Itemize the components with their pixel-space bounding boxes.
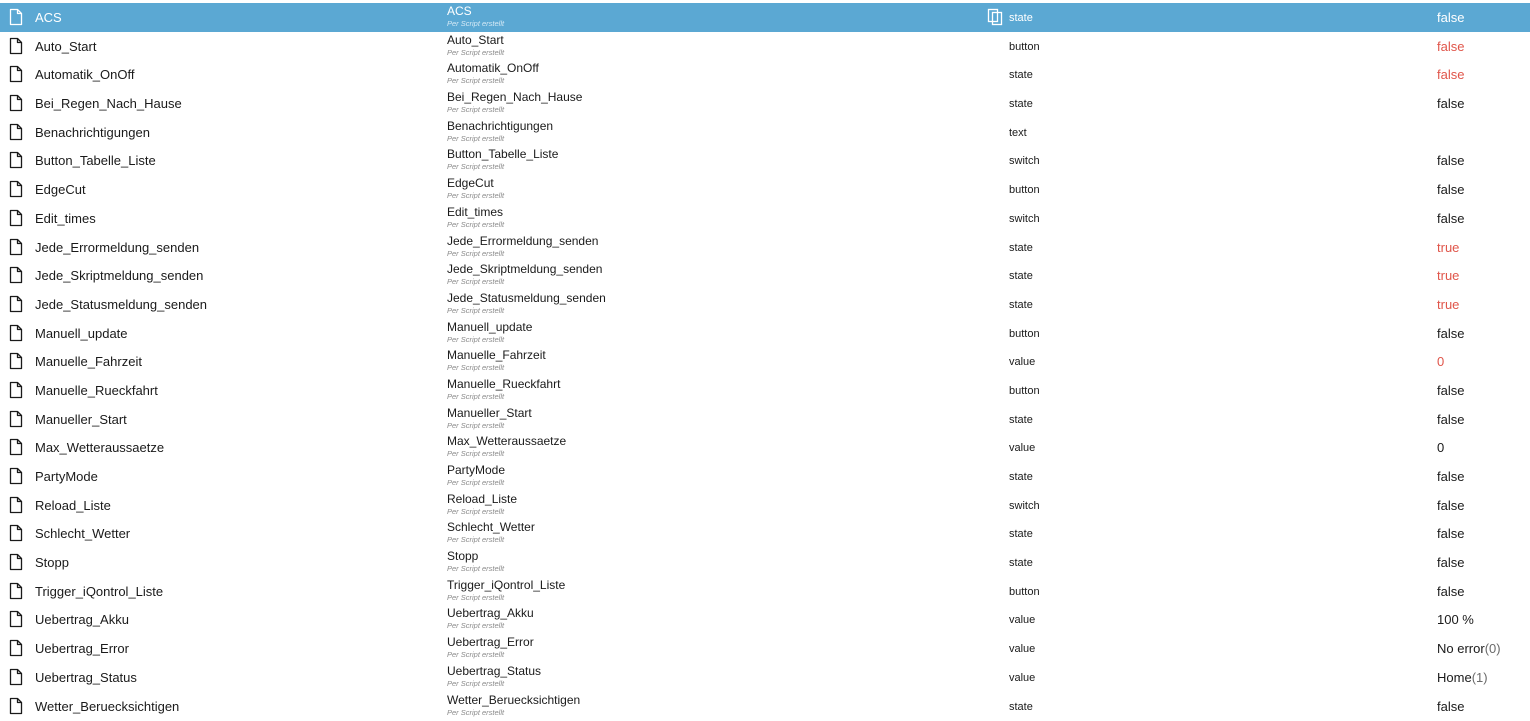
object-name[interactable]: Wetter_Beruecksichtigen <box>447 692 581 707</box>
object-value[interactable] <box>1437 153 1464 169</box>
object-value-text: false <box>1437 583 1465 599</box>
object-value-text: false <box>1437 526 1465 542</box>
object-value-text: false <box>1437 555 1465 571</box>
object-description: Per Script erstellt <box>447 678 505 688</box>
object-value[interactable] <box>1437 612 1474 628</box>
object-role: state <box>1009 413 1033 426</box>
object-id[interactable]: Trigger_iQontrol_Liste <box>35 583 164 599</box>
object-id[interactable]: ACS <box>35 10 62 25</box>
object-value-suffix: (0) <box>1484 641 1501 657</box>
object-value[interactable] <box>1437 96 1464 112</box>
object-value-text: false <box>1437 411 1465 427</box>
object-value[interactable] <box>1437 670 1488 686</box>
object-role: state <box>1009 69 1033 82</box>
object-table <box>0 3 1530 720</box>
object-role: button <box>1009 585 1040 598</box>
object-name[interactable]: Uebertrag_Status <box>447 663 542 678</box>
table-row[interactable] <box>0 290 1530 319</box>
table-row[interactable] <box>0 261 1530 290</box>
file-icon <box>9 410 23 428</box>
object-value-text: true <box>1437 239 1460 255</box>
object-name[interactable]: Max_Wetteraussaetze <box>447 434 567 449</box>
object-description: Per Script erstellt <box>447 47 505 57</box>
object-value[interactable] <box>1437 39 1464 55</box>
object-role: value <box>1009 614 1036 627</box>
object-value-text: 100 % <box>1437 612 1474 628</box>
object-role: value <box>1009 671 1036 684</box>
object-value[interactable] <box>1437 182 1464 198</box>
table-row[interactable] <box>0 548 1530 577</box>
object-description: Per Script erstellt <box>447 19 505 28</box>
object-value[interactable] <box>1437 469 1464 485</box>
table-row[interactable] <box>0 405 1530 434</box>
file-icon <box>9 94 23 112</box>
table-row[interactable] <box>0 32 1530 61</box>
object-value-text: false <box>1437 497 1465 513</box>
file-icon <box>9 668 23 686</box>
object-id[interactable]: Button_Tabelle_Liste <box>35 153 156 169</box>
object-value-text: false <box>1437 182 1465 198</box>
table-row[interactable] <box>0 577 1530 606</box>
object-role: switch <box>1009 155 1040 168</box>
object-value-text: No error <box>1437 641 1485 657</box>
file-icon <box>9 180 23 198</box>
object-value[interactable] <box>1437 383 1464 399</box>
object-name[interactable]: Jede_Statusmeldung_senden <box>447 290 606 305</box>
object-value-text: false <box>1437 210 1465 226</box>
object-description: Per Script erstellt <box>447 162 505 172</box>
object-name[interactable]: Stopp <box>447 549 479 564</box>
object-id[interactable]: Benachrichtigungen <box>35 124 150 140</box>
object-value-text: 0 <box>1437 354 1445 370</box>
object-role: switch <box>1009 499 1040 512</box>
object-id[interactable]: Reload_Liste <box>35 497 111 513</box>
file-icon <box>9 295 23 313</box>
table-row[interactable] <box>0 89 1530 118</box>
table-row[interactable] <box>0 60 1530 89</box>
object-description: Per Script erstellt <box>447 76 505 86</box>
object-description: Per Script erstellt <box>447 277 505 287</box>
file-icon <box>9 496 23 514</box>
table-row[interactable] <box>0 319 1530 348</box>
object-role: value <box>1009 356 1036 369</box>
file-icon <box>9 524 23 542</box>
object-id[interactable]: Bei_Regen_Nach_Hause <box>35 96 182 112</box>
object-id[interactable]: Automatik_OnOff <box>35 67 135 83</box>
object-name[interactable]: Button_Tabelle_Liste <box>447 147 559 162</box>
object-id[interactable]: Uebertrag_Akku <box>35 612 129 628</box>
object-role: value <box>1009 442 1036 455</box>
object-name[interactable]: Bei_Regen_Nach_Hause <box>447 90 583 105</box>
object-value[interactable] <box>1437 10 1464 26</box>
table-row[interactable] <box>0 347 1530 376</box>
object-description: Per Script erstellt <box>447 650 505 660</box>
object-id[interactable]: Uebertrag_Status <box>35 669 137 685</box>
object-description: Per Script erstellt <box>447 248 505 258</box>
object-value-text: false <box>1437 153 1465 169</box>
object-value[interactable] <box>1437 584 1464 600</box>
object-id[interactable]: PartyMode <box>35 469 98 484</box>
copy-icon[interactable] <box>987 8 1003 26</box>
object-description: Per Script erstellt <box>447 535 505 545</box>
object-description: Per Script erstellt <box>447 219 505 229</box>
object-name[interactable]: Schlecht_Wetter <box>447 520 535 535</box>
table-row[interactable] <box>0 605 1530 634</box>
file-icon <box>9 639 23 657</box>
table-row[interactable] <box>0 462 1530 491</box>
object-value[interactable] <box>1437 641 1501 657</box>
object-role: state <box>1009 98 1033 111</box>
file-icon <box>9 697 23 715</box>
object-role: button <box>1009 184 1040 197</box>
file-icon <box>9 610 23 628</box>
object-id[interactable]: Stopp <box>35 555 69 571</box>
file-icon <box>9 352 23 370</box>
object-value-text: true <box>1437 268 1460 284</box>
file-icon <box>9 467 23 485</box>
object-name[interactable]: Edit_times <box>447 204 504 219</box>
object-role: state <box>1009 241 1033 254</box>
object-role: state <box>1009 471 1033 483</box>
file-icon <box>9 266 23 284</box>
object-name[interactable]: Benachrichtigungen <box>447 118 554 133</box>
object-role: button <box>1009 40 1040 53</box>
object-value-text: false <box>1437 469 1465 484</box>
object-name[interactable]: Jede_Errormeldung_senden <box>447 233 599 248</box>
object-name[interactable]: Uebertrag_Error <box>447 635 534 650</box>
object-description: Per Script erstellt <box>447 305 505 315</box>
table-row[interactable] <box>0 519 1530 548</box>
file-icon <box>9 209 23 227</box>
file-icon <box>9 553 23 571</box>
table-row[interactable] <box>0 175 1530 204</box>
object-value[interactable] <box>1437 211 1464 227</box>
table-row[interactable] <box>0 491 1530 520</box>
object-value-suffix: (1) <box>1471 669 1488 685</box>
table-row[interactable] <box>0 692 1530 721</box>
object-value-text: false <box>1437 96 1465 112</box>
file-icon <box>9 582 23 600</box>
file-icon <box>9 151 23 169</box>
table-row[interactable] <box>0 3 1530 32</box>
object-description: Per Script erstellt <box>447 592 505 602</box>
table-row[interactable] <box>0 204 1530 233</box>
object-id[interactable]: EdgeCut <box>35 182 86 198</box>
object-value[interactable] <box>1437 67 1464 83</box>
file-icon <box>9 65 23 83</box>
object-role: state <box>1009 557 1033 570</box>
object-id[interactable]: Manueller_Start <box>35 411 127 427</box>
object-value-text: false <box>1437 10 1465 25</box>
object-name[interactable]: Manueller_Start <box>447 405 532 420</box>
object-role: state <box>1009 298 1033 311</box>
object-name[interactable]: Automatik_OnOff <box>447 61 539 76</box>
object-value[interactable] <box>1437 526 1464 542</box>
object-name[interactable]: ACS <box>447 4 472 18</box>
object-role: value <box>1009 643 1036 656</box>
object-role: switch <box>1009 212 1040 225</box>
object-value-text: false <box>1437 67 1465 83</box>
file-icon <box>9 8 23 26</box>
object-value[interactable] <box>1437 412 1464 428</box>
object-description: Per Script erstellt <box>447 707 505 717</box>
object-id[interactable]: Manuell_update <box>35 325 128 341</box>
table-row[interactable] <box>0 634 1530 663</box>
object-description: Per Script erstellt <box>447 191 505 201</box>
object-id[interactable]: Jede_Skriptmeldung_senden <box>35 268 204 284</box>
table-row[interactable] <box>0 433 1530 462</box>
table-row[interactable] <box>0 376 1530 405</box>
object-name[interactable]: Trigger_iQontrol_Liste <box>447 577 566 592</box>
object-name[interactable]: Auto_Start <box>447 32 504 47</box>
object-id[interactable]: Auto_Start <box>35 38 97 54</box>
file-icon <box>9 324 23 342</box>
object-description: Per Script erstellt <box>447 105 505 115</box>
object-description: Per Script erstellt <box>447 391 505 401</box>
object-description: Per Script erstellt <box>447 133 505 143</box>
object-name[interactable]: PartyMode <box>447 463 506 477</box>
table-row[interactable] <box>0 146 1530 175</box>
object-name[interactable]: Manuelle_Fahrzeit <box>447 348 546 363</box>
object-value[interactable] <box>1437 297 1459 313</box>
object-id[interactable]: Edit_times <box>35 210 96 226</box>
object-description: Per Script erstellt <box>447 420 505 430</box>
object-value-text: true <box>1437 296 1460 312</box>
object-value[interactable] <box>1437 555 1464 571</box>
object-value-text: 0 <box>1437 440 1445 456</box>
table-row[interactable] <box>0 233 1530 262</box>
object-value[interactable] <box>1437 354 1444 370</box>
object-id[interactable]: Jede_Errormeldung_senden <box>35 239 200 255</box>
object-role: button <box>1009 384 1040 397</box>
file-icon <box>9 381 23 399</box>
object-id[interactable]: Jede_Statusmeldung_senden <box>35 296 208 312</box>
file-icon <box>9 37 23 55</box>
object-role: text <box>1009 126 1027 139</box>
object-description: Per Script erstellt <box>447 506 505 516</box>
object-id[interactable]: Manuelle_Fahrzeit <box>35 354 142 370</box>
table-row[interactable] <box>0 663 1530 692</box>
object-id[interactable]: Manuelle_Rueckfahrt <box>35 382 158 398</box>
object-value-text: false <box>1437 382 1465 398</box>
object-description: Per Script erstellt <box>447 478 505 487</box>
object-name[interactable]: EdgeCut <box>447 176 494 191</box>
object-value[interactable] <box>1437 268 1459 284</box>
object-value[interactable] <box>1437 326 1464 342</box>
object-name[interactable]: Jede_Skriptmeldung_senden <box>447 262 603 277</box>
file-icon <box>9 123 23 141</box>
object-description: Per Script erstellt <box>447 621 505 631</box>
object-value[interactable] <box>1437 440 1444 456</box>
object-value[interactable] <box>1437 699 1464 715</box>
object-value-text: false <box>1437 698 1465 714</box>
object-id[interactable]: Wetter_Beruecksichtigen <box>35 698 180 714</box>
object-value[interactable] <box>1437 498 1464 514</box>
object-description: Per Script erstellt <box>447 449 505 459</box>
file-icon <box>9 438 23 456</box>
object-role: button <box>1009 327 1040 340</box>
object-description: Per Script erstellt <box>447 564 505 574</box>
object-value-text: Home <box>1437 669 1472 685</box>
object-id[interactable]: Uebertrag_Error <box>35 641 129 657</box>
object-role: state <box>1009 270 1033 283</box>
object-id[interactable]: Schlecht_Wetter <box>35 526 131 542</box>
object-name[interactable]: Uebertrag_Akku <box>447 606 534 621</box>
object-value-text: false <box>1437 325 1465 341</box>
object-value[interactable] <box>1437 240 1459 256</box>
object-description: Per Script erstellt <box>447 363 505 373</box>
object-role: state <box>1009 700 1033 713</box>
object-name[interactable]: Reload_Liste <box>447 491 518 506</box>
object-role: state <box>1009 528 1033 541</box>
file-icon <box>9 238 23 256</box>
object-role: state <box>1009 12 1033 24</box>
table-row[interactable] <box>0 118 1530 147</box>
object-name[interactable]: Manuell_update <box>447 319 533 334</box>
object-description: Per Script erstellt <box>447 334 505 344</box>
object-value-text: false <box>1437 38 1465 54</box>
object-id[interactable]: Max_Wetteraussaetze <box>35 440 165 456</box>
object-name[interactable]: Manuelle_Rueckfahrt <box>447 376 561 391</box>
